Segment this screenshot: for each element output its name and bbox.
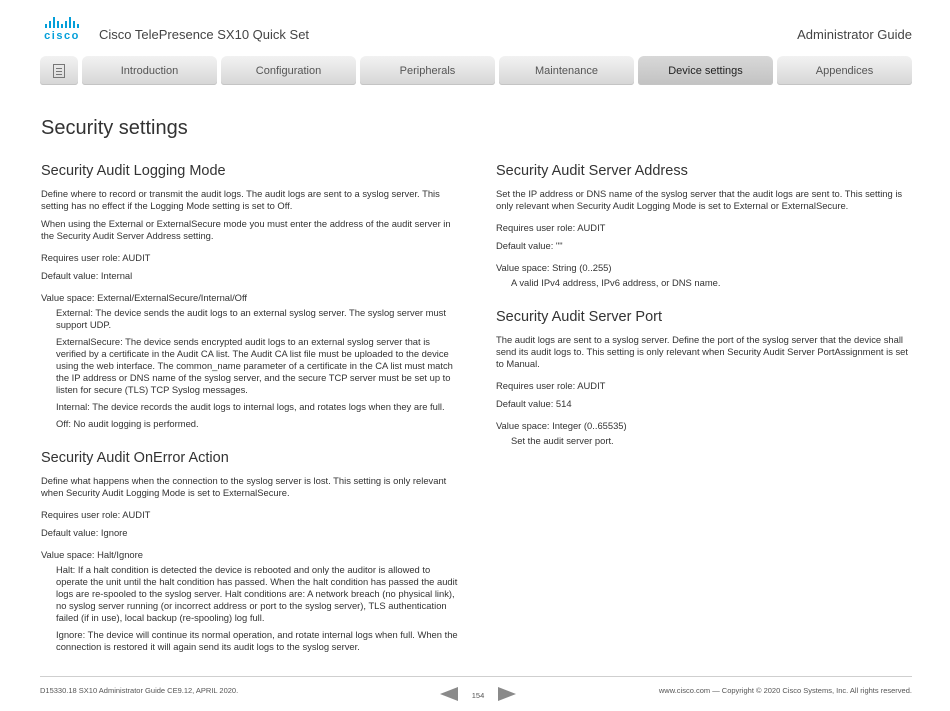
tab-appendices[interactable]: Appendices (777, 56, 912, 85)
section-audit-server-port (496, 308, 912, 447)
option-off: Off: No audit logging is performed. (56, 418, 199, 429)
value-space: Value space: Integer (0..65535) (496, 420, 627, 431)
option-port: Set the audit server port. (511, 435, 614, 446)
tab-device-settings[interactable]: Device settings (638, 56, 773, 85)
navigation-tabs (40, 56, 912, 86)
footer-copyright: www.cisco.com — Copyright © 2020 Cisco Systems, Inc. All rights reserved. (658, 686, 912, 695)
tab-introduction[interactable]: Introduction (82, 56, 217, 85)
guide-title: Administrator Guide (797, 27, 912, 42)
document-menu-icon (53, 64, 65, 78)
section-title: Security Audit Server Address (496, 163, 688, 179)
default-value: Default value: "" (496, 240, 563, 251)
document-title: Cisco TelePresence SX10 Quick Set (99, 27, 310, 42)
footer-divider (40, 676, 912, 677)
section-description: The audit logs are sent to a syslog server. Define the port of the syslog server that the device shall send its audit logs to. This setting is only relevant when Security Audit Server PortAssignment is set to Manual. (496, 334, 909, 369)
section-description: Define where to record or transmit the audit logs. The audit logs are sent to a syslog server. This setting has no effect if the Logging Mode setting is set to Off. (41, 188, 440, 211)
next-page-arrow-icon[interactable] (498, 687, 516, 701)
section-audit-server-address (496, 162, 912, 289)
page-number: 154 (471, 691, 485, 700)
required-role: Requires user role: AUDIT (496, 380, 606, 391)
cisco-logo-bars-icon (40, 16, 84, 28)
section-audit-logging-mode (41, 162, 459, 430)
value-space: Value space: Halt/Ignore (41, 549, 143, 560)
document-menu-button[interactable] (40, 56, 78, 85)
tab-configuration[interactable]: Configuration (221, 56, 356, 85)
option-address: A valid IPv4 address, IPv6 address, or DNS name. (511, 277, 721, 288)
section-onerror-action (41, 449, 459, 653)
option-externalsecure: ExternalSecure: The device sends encrypted audit logs to an external syslog server that is verified by a certificate in the Audit CA list. The Audit CA list file must be uploaded to the device using the web interface. The common_name parameter of a certificate in the CA list must match the IP address or DNS name of the syslog server, and the secure TCP server must be set up to listen for secure (TLS) TCP Syslog messages. (56, 336, 453, 395)
section-title: Security Audit Logging Mode (41, 163, 226, 179)
section-description: When using the External or ExternalSecure mode you must enter the address of the audit server in the Security Audit Server Address setting. (41, 218, 451, 241)
option-halt: Halt: If a halt condition is detected the device is rebooted and only the auditor is allowed to operate the unit until the halt condition has passed. When the halt condition has passed the audit logs are re-spooled to the syslog server. Halt conditions are: A network breach (no physical link), no syslog server running (or incorrect address or port to the syslog server), TLS authentication failed (if in use), local backup (re-spooling) log full. (56, 564, 458, 623)
required-role: Requires user role: AUDIT (41, 509, 151, 520)
section-title: Security Audit OnError Action (41, 450, 229, 466)
section-title: Security Audit Server Port (496, 309, 663, 325)
page-navigation (440, 686, 516, 702)
required-role: Requires user role: AUDIT (41, 252, 151, 263)
section-description: Define what happens when the connection to the syslog server is lost. This setting is only relevant when Security Audit Logging Mode is set to ExternalSecure. (41, 475, 447, 498)
default-value: Default value: 514 (496, 398, 572, 409)
footer-document-id: D15330.18 SX10 Administrator Guide CE9.12, APRIL 2020. (40, 686, 239, 695)
section-description: Set the IP address or DNS name of the syslog server that the audit logs are sent to. This setting is only relevant when Security Audit Logging Mode is set to External or ExternalSecure. (496, 188, 903, 211)
tab-peripherals[interactable]: Peripherals (360, 56, 495, 85)
option-external: External: The device sends the audit logs to an external syslog server. The syslog server must support UDP. (56, 307, 446, 330)
tab-maintenance[interactable]: Maintenance (499, 56, 634, 85)
default-value: Default value: Ignore (41, 527, 128, 538)
option-internal: Internal: The device records the audit logs to internal logs, and rotates logs when they are full. (56, 401, 445, 412)
right-column (496, 162, 912, 452)
value-space: Value space: External/ExternalSecure/Internal/Off (41, 292, 248, 303)
page-header (0, 0, 950, 50)
default-value: Default value: Internal (41, 270, 133, 281)
previous-page-arrow-icon[interactable] (440, 687, 458, 701)
value-space: Value space: String (0..255) (496, 262, 612, 273)
left-column (41, 162, 459, 658)
cisco-logo-text: cisco (44, 30, 80, 42)
required-role: Requires user role: AUDIT (496, 222, 606, 233)
cisco-logo (40, 16, 84, 42)
page-title: Security settings (41, 117, 188, 139)
option-ignore: Ignore: The device will continue its normal operation, and rotate internal logs when full. When the connection is restored it will again send its audit logs to the syslog server. (56, 629, 458, 652)
